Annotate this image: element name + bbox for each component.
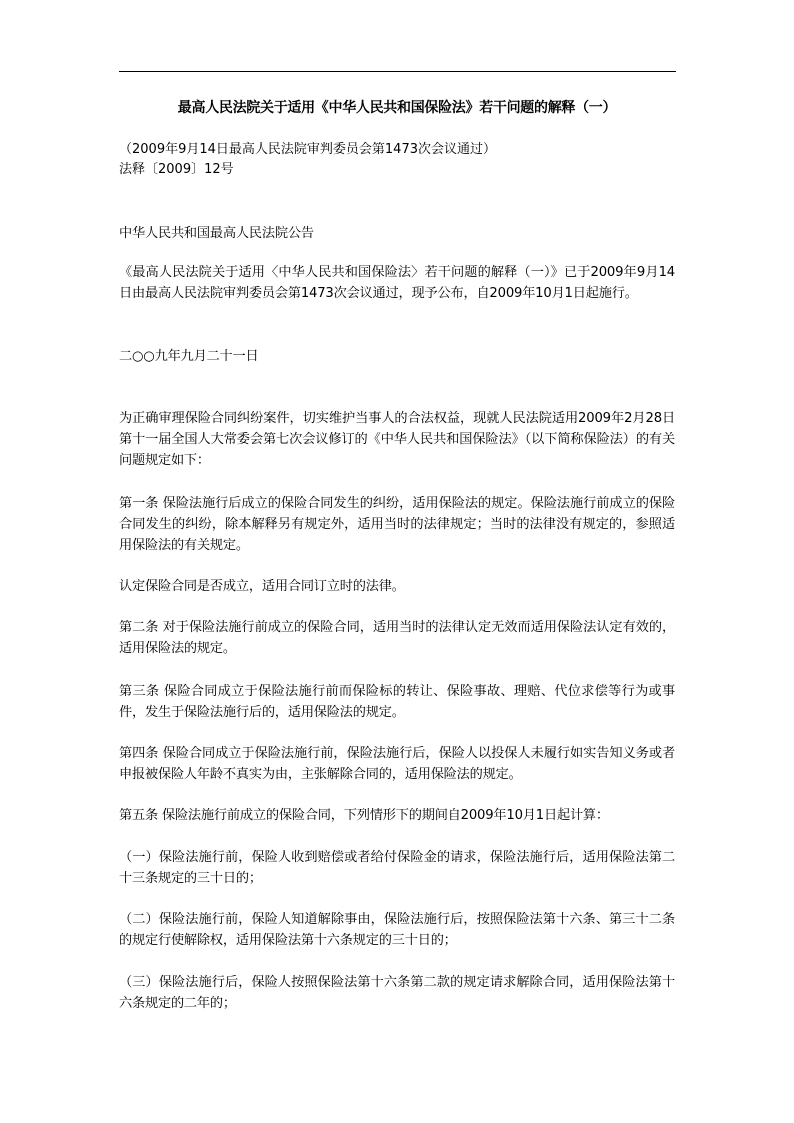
header-rule bbox=[119, 71, 676, 72]
article-5-item-1: （一）保险法施行前，保险人收到赔偿或者给付保险金的请求，保险法施行后，适用保险法第二十三条规定的三十日的； bbox=[119, 850, 675, 886]
preamble-paragraph: 为正确审理保险合同纠纷案件，切实维护当事人的合法权益，现就人民法院适用2009年2月28日第十一届全国人大常委会第七次会议修订的《中华人民共和国保险法》（以下简称保险法）的有关问题规定如下： bbox=[119, 411, 675, 468]
adoption-note: （2009年9月14日最高人民法院审判委员会第1473次会议通过） bbox=[119, 142, 496, 157]
document-number: 法释〔2009〕12号 bbox=[119, 162, 234, 177]
announcement-date: 二○○九年九月二十一日 bbox=[119, 349, 259, 364]
article-5-item-3: （三）保险法施行后，保险人按照保险法第十六条第二款的规定请求解除合同，适用保险法第十六条规定的二年的； bbox=[119, 975, 675, 1011]
announcement-body: 《最高人民法院关于适用〈中华人民共和国保险法〉若干问题的解释（一）》已于2009年9月14日由最高人民法院审判委员会第1473次会议通过，现予公布，自2009年10月1日起施行。 bbox=[119, 265, 675, 301]
article-1-second-paragraph: 认定保险合同是否成立，适用合同订立时的法律。 bbox=[119, 579, 405, 594]
article-3-paragraph: 第三条 保险合同成立于保险法施行前而保险标的转让、保险事故、理赔、代位求偿等行为或事件，发生于保险法施行后的，适用保险法的规定。 bbox=[119, 684, 675, 720]
article-1-paragraph: 第一条 保险法施行后成立的保险合同发生的纠纷，适用保险法的规定。保险法施行前成立的保险合同发生的纠纷，除本解释另有规定外，适用当时的法律规定；当时的法律没有规定的，参照适用保险法的有关规定。 bbox=[119, 496, 675, 553]
article-5-item-2: （二）保险法施行前，保险人知道解除事由，保险法施行后，按照保险法第十六条、第三十二条的规定行使解除权，适用保险法第十六条规定的三十日的； bbox=[119, 912, 675, 948]
article-4-paragraph: 第四条 保险合同成立于保险法施行前，保险法施行后，保险人以投保人未履行如实告知义务或者申报被保险人年龄不真实为由，主张解除合同的，适用保险法的规定。 bbox=[119, 746, 675, 782]
announcement-heading: 中华人民共和国最高人民法院公告 bbox=[119, 226, 314, 241]
document-title: 最高人民法院关于适用《中华人民共和国保险法》若干问题的解释（一） bbox=[177, 100, 617, 116]
article-2-paragraph: 第二条 对于保险法施行前成立的保险合同，适用当时的法律认定无效而适用保险法认定有效的，适用保险法的规定。 bbox=[119, 620, 675, 656]
article-5-paragraph: 第五条 保险法施行前成立的保险合同，下列情形下的期间自2009年10月1日起计算： bbox=[119, 808, 609, 823]
